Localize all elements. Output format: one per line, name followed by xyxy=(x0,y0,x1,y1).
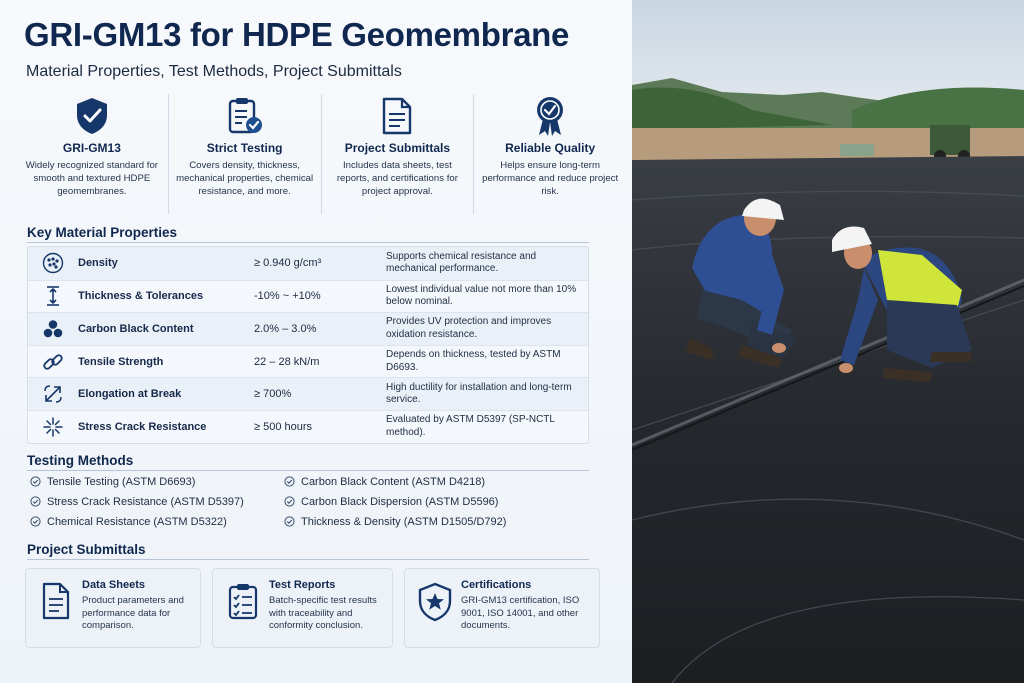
carbon-black-icon xyxy=(28,318,78,340)
section-divider xyxy=(27,470,589,471)
submittal-card-title: Certifications xyxy=(461,579,532,591)
property-name: Thickness & Tolerances xyxy=(78,290,204,303)
feature-desc: Covers density, thickness, mechanical properties, chemical resistance, and more. xyxy=(176,160,314,197)
check-circle-icon xyxy=(30,476,41,487)
feature-project-submittals xyxy=(321,94,474,214)
property-row xyxy=(28,410,588,443)
feature-title: GRI-GM13 xyxy=(62,141,121,155)
feature-title: Project Submittals xyxy=(344,141,451,155)
submittal-cards xyxy=(25,568,600,648)
properties-heading: Key Material Properties xyxy=(27,225,178,240)
testing-method-item xyxy=(30,474,284,489)
section-divider xyxy=(27,242,589,243)
property-row xyxy=(28,377,588,410)
property-row xyxy=(28,312,588,345)
submittal-card-data-sheets xyxy=(25,568,201,648)
data-sheet-icon xyxy=(34,579,78,637)
testing-method-label: Tensile Testing (ASTM D6693) xyxy=(47,475,196,488)
property-row xyxy=(28,247,588,280)
feature-strict-testing xyxy=(168,94,321,214)
testing-method-label: Carbon Black Content (ASTM D4218) xyxy=(301,475,486,488)
properties-table xyxy=(27,246,589,444)
expand-arrows-icon xyxy=(28,383,78,405)
property-value: 22 – 28 kN/m xyxy=(254,355,320,368)
check-circle-icon xyxy=(30,516,41,527)
property-desc: Lowest individual value not more than 10% below nominal. xyxy=(386,283,577,308)
feature-desc: Includes data sheets, test reports, and certifications for project approval. xyxy=(336,160,458,197)
submittal-card-desc: GRI-GM13 certification, ISO 9001, ISO 14001, and other documents. xyxy=(461,595,580,631)
property-value: ≥ 500 hours xyxy=(254,420,313,433)
feature-gri-gm13 xyxy=(16,94,168,214)
testing-heading: Testing Methods xyxy=(27,453,134,468)
property-desc: Supports chemical resistance and mechanical performance. xyxy=(386,250,537,275)
check-circle-icon xyxy=(30,496,41,507)
testing-method-item xyxy=(30,514,284,529)
page-title: GRI-GM13 for HDPE Geomembrane xyxy=(24,16,570,53)
testing-method-label: Chemical Resistance (ASTM D5322) xyxy=(47,515,227,528)
property-name: Stress Crack Resistance xyxy=(78,420,207,433)
check-circle-icon xyxy=(284,476,295,487)
property-desc: High ductility for installation and long-term service. xyxy=(386,381,572,406)
award-badge-icon xyxy=(532,94,568,138)
property-row xyxy=(28,280,588,313)
certificate-shield-icon xyxy=(413,579,457,637)
property-desc: Provides UV protection and improves oxidation resistance. xyxy=(386,316,552,340)
property-desc: Evaluated by ASTM D5397 (SP-NCTL method). xyxy=(386,414,555,438)
submittals-heading: Project Submittals xyxy=(27,542,146,557)
feature-desc: Helps ensure long-term performance and reduce project risk. xyxy=(482,160,619,197)
testing-method-label: Carbon Black Dispersion (ASTM D5596) xyxy=(301,495,499,508)
check-circle-icon xyxy=(284,496,295,507)
property-value: ≥ 0.940 g/cm³ xyxy=(254,257,322,270)
submittal-card-title: Test Reports xyxy=(269,579,336,591)
property-value: ≥ 700% xyxy=(254,388,292,401)
submittal-card-test-reports xyxy=(212,568,393,648)
testing-method-item xyxy=(284,514,584,529)
testing-method-item xyxy=(30,494,284,509)
property-row xyxy=(28,345,588,378)
feature-title: Reliable Quality xyxy=(505,141,596,155)
testing-method-item xyxy=(284,494,584,509)
test-report-icon xyxy=(221,579,265,637)
clipboard-check-icon xyxy=(225,94,265,138)
section-divider xyxy=(27,559,589,560)
chain-link-icon xyxy=(28,351,78,373)
document-icon xyxy=(380,94,414,138)
check-circle-icon xyxy=(284,516,295,527)
submittal-card-desc: Product parameters and performance data for comparison. xyxy=(82,595,184,631)
submittal-card-title: Data Sheets xyxy=(82,579,145,591)
property-name: Carbon Black Content xyxy=(78,322,194,335)
submittal-card-desc: Batch-specific test results with traceability and conformity conclusion. xyxy=(269,595,377,631)
property-desc: Depends on thickness, tested by ASTM D6693. xyxy=(386,349,561,373)
feature-title: Strict Testing xyxy=(206,141,283,155)
testing-method-label: Stress Crack Resistance (ASTM D5397) xyxy=(47,495,244,508)
geomembrane-installation-scene xyxy=(632,0,1024,683)
property-name: Elongation at Break xyxy=(78,388,182,401)
thickness-arrow-icon xyxy=(28,285,78,307)
property-value: 2.0% – 3.0% xyxy=(254,322,317,335)
property-value: -10% ~ +10% xyxy=(254,290,321,303)
shield-check-icon xyxy=(74,94,110,138)
density-dots-icon xyxy=(28,252,78,274)
installation-photo xyxy=(632,0,1024,683)
property-name: Density xyxy=(78,257,118,270)
feature-desc: Widely recognized standard for smooth and textured HDPE geomembranes. xyxy=(25,160,158,197)
page-subtitle: Material Properties, Test Methods, Project Submittals xyxy=(26,63,402,80)
submittal-card-certifications xyxy=(404,568,600,648)
feature-row xyxy=(16,94,626,214)
crack-burst-icon xyxy=(28,416,78,438)
feature-reliable-quality xyxy=(473,94,626,214)
testing-method-label: Thickness & Density (ASTM D1505/D792) xyxy=(301,515,507,528)
testing-method-item xyxy=(284,474,584,489)
property-name: Tensile Strength xyxy=(78,355,164,368)
testing-methods-list xyxy=(30,474,590,529)
